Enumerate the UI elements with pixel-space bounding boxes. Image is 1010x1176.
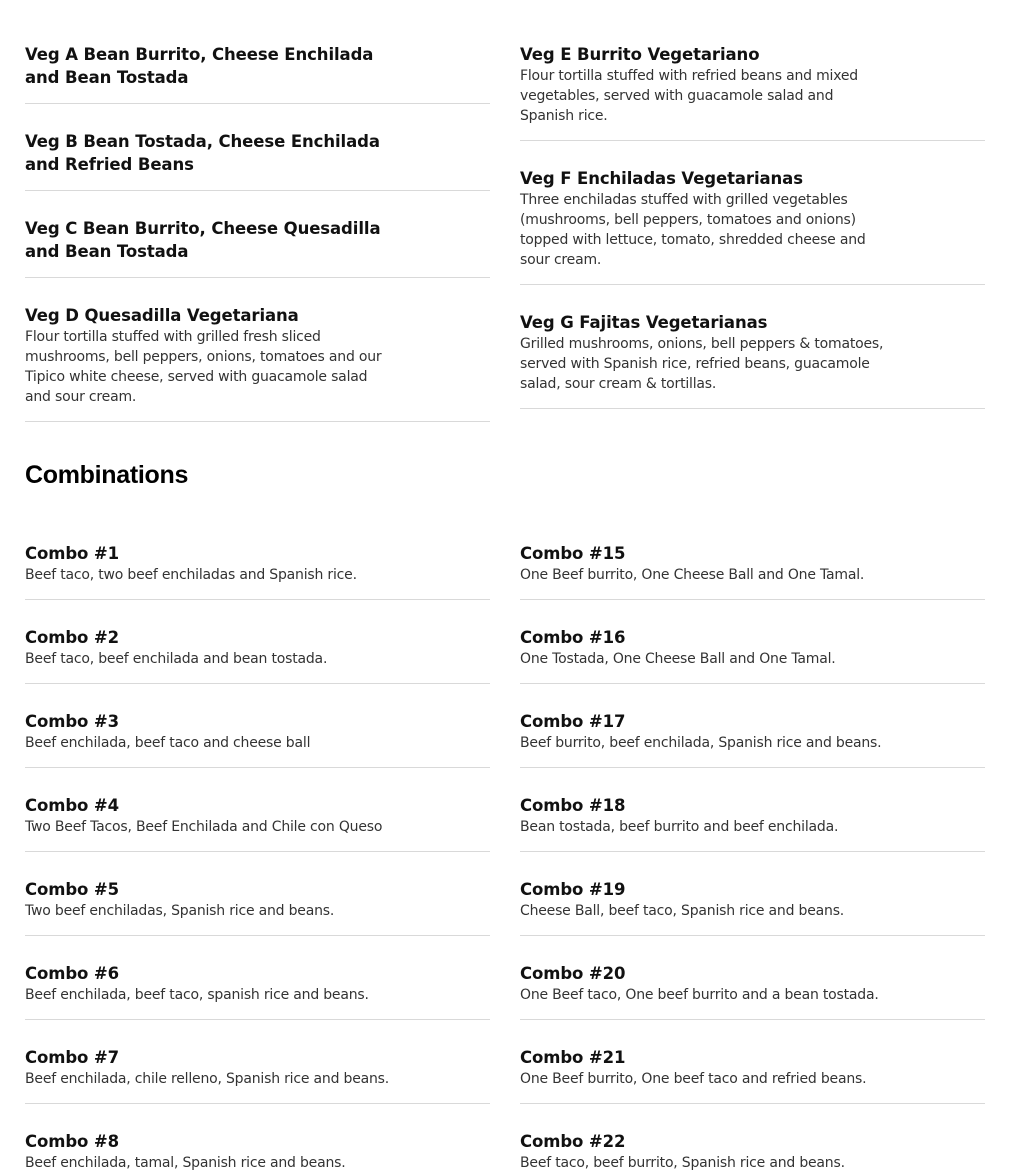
menu-item [25,626,490,684]
menu-item [520,626,985,684]
combinations-right-column [520,542,985,1176]
menu-item-name: Veg D Quesadilla Vegetariana [25,306,299,325]
menu-item-name: Combo #19 [520,880,626,899]
combinations-left-column [25,542,490,1176]
menu-item [25,962,490,1020]
menu-item-description: One Beef taco, One beef burrito and a bean tostada. [520,987,879,1003]
menu-item-description: Flour tortilla stuffed with grilled fresh sliced mushrooms, bell peppers, onions, tomatoes and our Tipico white cheese, served with guacamole salad and sour cream. [25,329,382,405]
menu-item-description: Beef taco, beef enchilada and bean tostada. [25,651,328,667]
menu-item-description: Grilled mushrooms, onions, bell peppers & tomatoes, served with Spanish rice, refried beans, guacamole salad, sour cream & tortillas. [520,336,884,392]
menu-item [25,794,490,852]
menu-item-description: Cheese Ball, beef taco, Spanish rice and beans. [520,903,845,919]
menu-item [520,167,985,285]
vegetarian-left-column [25,43,490,448]
menu-item-description: One Tostada, One Cheese Ball and One Tamal. [520,651,836,667]
menu-item [25,1046,490,1104]
menu-item [520,794,985,852]
menu-item [25,217,490,278]
menu-item-description: Beef taco, beef burrito, Spanish rice and beans. [520,1155,845,1171]
menu-item-name: Combo #15 [520,544,626,563]
menu-item [25,878,490,936]
menu-item-description: Beef enchilada, tamal, Spanish rice and beans. [25,1155,346,1171]
menu-item [520,542,985,600]
vegetarian-right-column [520,43,985,435]
section-heading: Combinations [25,461,189,489]
menu-item-description: One Beef burrito, One Cheese Ball and One Tamal. [520,567,865,583]
menu-item [520,962,985,1020]
menu-item-name: Combo #20 [520,964,626,983]
menu-item-name: Veg B Bean Tostada, Cheese Enchilada and Refried Beans [25,132,380,174]
menu-item-description: Two Beef Tacos, Beef Enchilada and Chile con Queso [25,819,383,835]
menu-item-name: Combo #2 [25,628,120,647]
menu-item [25,43,490,104]
menu-item-description: Flour tortilla stuffed with refried beans and mixed vegetables, served with guacamole salad and Spanish rice. [520,68,858,124]
menu-item [520,1046,985,1104]
menu-item-name: Combo #21 [520,1048,626,1067]
menu-item-description: One Beef burrito, One beef taco and refried beans. [520,1071,867,1087]
menu-item-description: Beef enchilada, beef taco, spanish rice and beans. [25,987,369,1003]
menu-item [25,130,490,191]
menu-item-name: Combo #8 [25,1132,120,1151]
menu-item-name: Combo #18 [520,796,626,815]
menu-item-name: Combo #3 [25,712,120,731]
menu-item-description: Beef enchilada, beef taco and cheese ball [25,735,311,751]
menu-item [520,878,985,936]
menu-item [520,710,985,768]
menu-item [25,710,490,768]
menu-item-description: Beef taco, two beef enchiladas and Spanish rice. [25,567,357,583]
menu-item-name: Combo #7 [25,1048,120,1067]
menu-item-name: Veg F Enchiladas Vegetarianas [520,169,803,188]
menu-item-name: Veg C Bean Burrito, Cheese Quesadilla and Bean Tostada [25,219,381,261]
menu-item [25,304,490,422]
menu-item-name: Combo #1 [25,544,120,563]
menu-item-description: Two beef enchiladas, Spanish rice and beans. [25,903,335,919]
menu-item-name: Combo #4 [25,796,120,815]
menu-item-name: Combo #6 [25,964,120,983]
menu-item-name: Veg E Burrito Vegetariano [520,45,760,64]
menu-item-name: Combo #22 [520,1132,626,1151]
menu-item [520,43,985,141]
menu-item-name: Veg G Fajitas Vegetarianas [520,313,768,332]
menu-item-description: Beef enchilada, chile relleno, Spanish rice and beans. [25,1071,390,1087]
menu-item [520,1130,985,1176]
menu-item-description: Bean tostada, beef burrito and beef enchilada. [520,819,839,835]
menu-item-name: Combo #16 [520,628,626,647]
menu-item [25,1130,490,1176]
menu-item-name: Combo #17 [520,712,626,731]
menu-item [25,542,490,600]
menu-item-name: Combo #5 [25,880,120,899]
menu-item-description: Beef burrito, beef enchilada, Spanish rice and beans. [520,735,882,751]
menu-item-name: Veg A Bean Burrito, Cheese Enchilada and Bean Tostada [25,45,374,87]
menu-item [520,311,985,409]
menu-item-description: Three enchiladas stuffed with grilled vegetables (mushrooms, bell peppers, tomatoes and onions) topped with lettuce, tomato, shredded cheese and sour cream. [520,192,866,268]
